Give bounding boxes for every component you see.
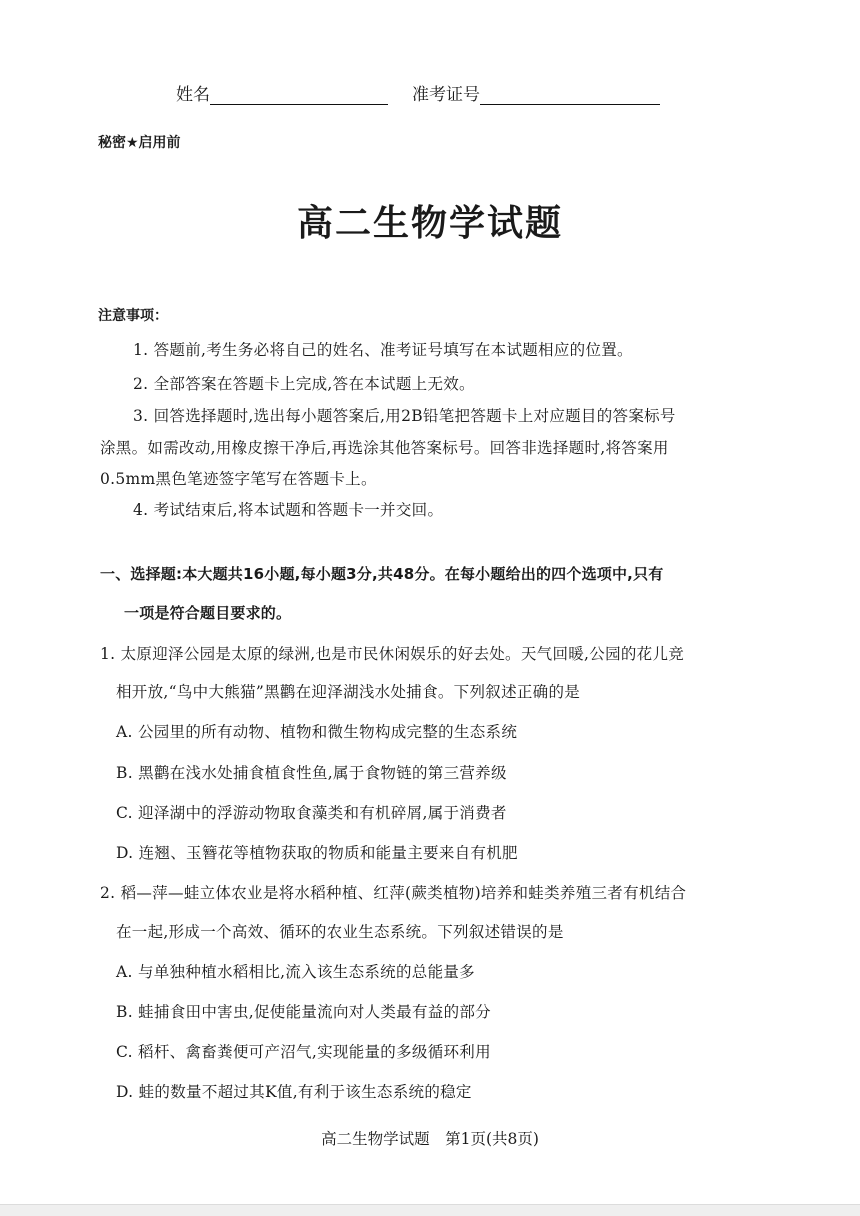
page-title: 高二生物学试题 [296, 203, 563, 244]
question-stem: 1. 太原迎泽公园是太原的绿洲,也是市民休闲娱乐的好去处。天气回暖,公园的花儿竞 [100, 645, 685, 663]
note-item: 3. 回答选择题时,选出每小题答案后,用2B铅笔把答题卡上对应题目的答案标号 [133, 407, 676, 425]
option-c: C. 稻杆、禽畜粪便可产沼气,实现能量的多级循环利用 [116, 1043, 491, 1061]
section-heading: 一、选择题:本大题共16小题,每小题3分,共48分。在每小题给出的四个选项中,只有 [100, 565, 664, 583]
option-b: B. 蛙捕食田中害虫,促使能量流向对人类最有益的部分 [116, 1003, 491, 1021]
note-item: 涂黑。如需改动,用橡皮擦干净后,再选涂其他答案标号。回答非选择题时,将答案用 [100, 439, 669, 457]
option-d: D. 连翘、玉簪花等植物获取的物质和能量主要来自有机肥 [116, 844, 518, 862]
option-b: B. 黑鹳在浅水处捕食植食性鱼,属于食物链的第三营养级 [116, 764, 507, 782]
bottom-edge [0, 1204, 860, 1216]
exam-id-field [412, 80, 660, 105]
exam-id-label: 准考证号 [412, 85, 480, 105]
note-item: 0.5mm黑色笔迹签字笔写在答题卡上。 [100, 470, 377, 488]
name-field [176, 80, 388, 105]
note-item: 2. 全部答案在答题卡上完成,答在本试题上无效。 [133, 375, 475, 393]
name-label: 姓名 [176, 85, 210, 105]
question-stem-cont: 相开放,“鸟中大熊猫”黑鹳在迎泽湖浅水处捕食。下列叙述正确的是 [116, 683, 581, 701]
notes-heading: 注意事项： [98, 308, 168, 324]
option-d: D. 蛙的数量不超过其K值,有利于该生态系统的稳定 [116, 1083, 472, 1101]
note-item: 4. 考试结束后,将本试题和答题卡一并交回。 [133, 501, 444, 519]
secret-mark: 秘密★启用前 [98, 135, 181, 151]
name-blank [210, 84, 388, 105]
note-item: 1. 答题前,考生务必将自己的姓名、准考证号填写在本试题相应的位置。 [133, 341, 633, 359]
option-c: C. 迎泽湖中的浮游动物取食藻类和有机碎屑,属于消费者 [116, 804, 507, 822]
exam-id-blank [480, 84, 660, 105]
section-heading-cont: 一项是符合题目要求的。 [124, 604, 292, 622]
option-a: A. 与单独种植水稻相比,流入该生态系统的总能量多 [116, 963, 475, 981]
option-a: A. 公园里的所有动物、植物和微生物构成完整的生态系统 [116, 723, 518, 741]
question-stem-cont: 在一起,形成一个高效、循环的农业生态系统。下列叙述错误的是 [116, 923, 564, 941]
question-stem: 2. 稻—萍—蛙立体农业是将水稻种植、红萍(蕨类植物)培养和蛙类养殖三者有机结合 [100, 884, 687, 902]
page-footer: 高二生物学试题 第1页(共8页) [321, 1130, 539, 1148]
